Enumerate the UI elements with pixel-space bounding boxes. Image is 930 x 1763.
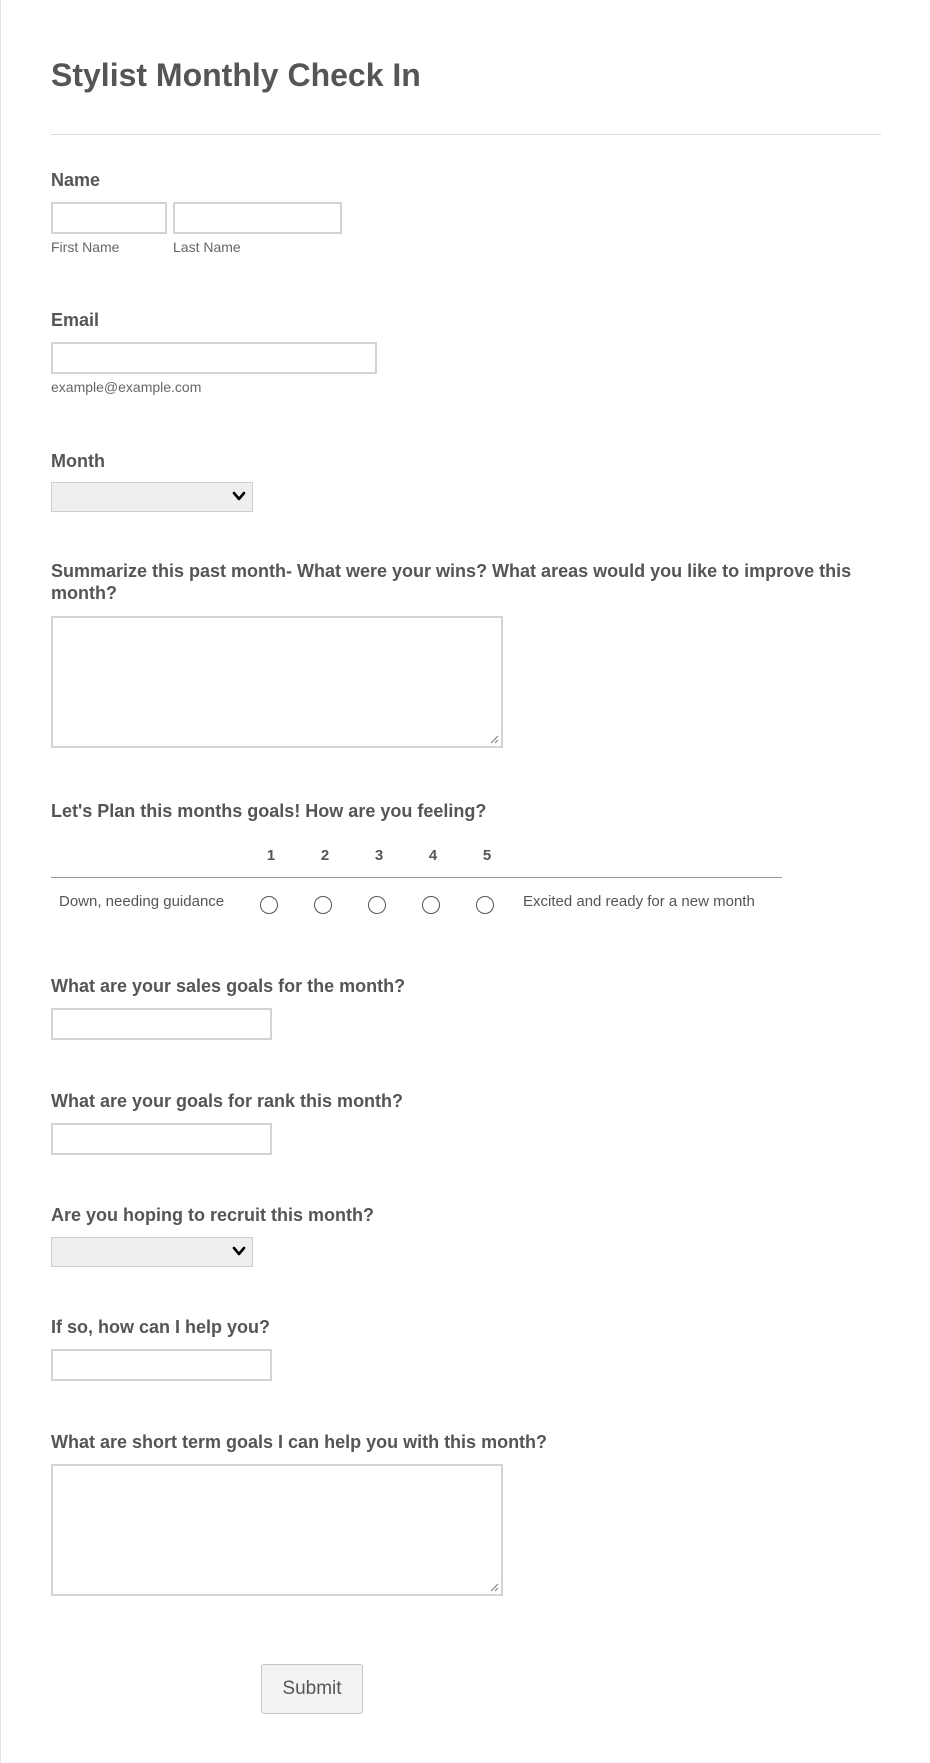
feeling-radio-5[interactable] [476,896,494,914]
scale-header-2: 2 [320,847,330,864]
first-name-input[interactable] [51,202,167,234]
recruit-select[interactable] [51,1237,253,1267]
feeling-radio-3[interactable] [368,896,386,914]
chevron-down-icon [232,1244,246,1258]
email-label: Email [51,310,100,330]
rank-goals-input[interactable] [51,1123,272,1155]
last-name-sublabel: Last Name [173,239,241,255]
scale-header-4: 4 [428,847,438,864]
chevron-down-icon [232,489,246,503]
feeling-radio-1[interactable] [260,896,278,914]
email-sublabel: example@example.com [51,379,202,395]
summary-textarea[interactable] [51,616,503,748]
month-label: Month [51,451,105,471]
resize-grip-icon[interactable] [489,1582,499,1592]
scale-high-label: Excited and ready for a new month [523,893,755,910]
short-term-textarea[interactable] [51,1464,503,1596]
short-term-label: What are short term goals I can help you with this month? [51,1432,548,1452]
resize-grip-icon[interactable] [489,734,499,744]
name-label: Name [51,170,101,190]
first-name-sublabel: First Name [51,239,120,255]
sales-goals-label: What are your sales goals for the month? [51,976,406,996]
sales-goals-input[interactable] [51,1008,272,1040]
help-label: If so, how can I help you? [51,1317,271,1337]
feeling-radio-2[interactable] [314,896,332,914]
help-input[interactable] [51,1349,272,1381]
title-divider [51,134,881,135]
scale-header-5: 5 [482,847,492,864]
scale-header-3: 3 [374,847,384,864]
month-select[interactable] [51,482,253,512]
recruit-label: Are you hoping to recruit this month? [51,1205,374,1225]
feeling-radio-4[interactable] [422,896,440,914]
rank-goals-label: What are your goals for rank this month? [51,1091,404,1111]
scale-header-1: 1 [266,847,276,864]
summary-label: Summarize this past month- What were your wins? What areas would you like to improve this month? [51,561,852,603]
scale-low-label: Down, needing guidance [59,893,225,910]
submit-button[interactable]: Submit [261,1664,363,1714]
form-title: Stylist Monthly Check In [51,57,421,93]
email-input[interactable] [51,342,377,374]
scale-divider [51,877,782,878]
last-name-input[interactable] [173,202,342,234]
feeling-label: Let's Plan this months goals! How are you feeling? [51,801,487,821]
